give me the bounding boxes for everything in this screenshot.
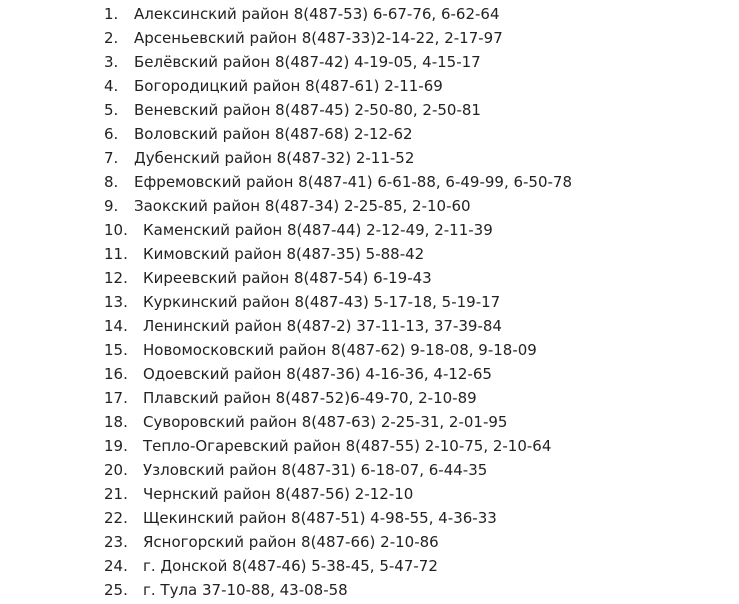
list-item-text: Чернский район 8(487-56) 2-12-10 <box>143 485 414 503</box>
list-item-number: 4. <box>104 77 119 95</box>
list-item-text: Веневский район 8(487-45) 2-50-80, 2-50-81 <box>134 101 481 119</box>
list-item-text: Заокский район 8(487-34) 2-25-85, 2-10-60 <box>134 197 471 215</box>
list-item-number: 11. <box>104 245 128 263</box>
list-item-number: 20. <box>104 461 128 479</box>
list-item-number: 21. <box>104 485 128 503</box>
list-item-number: 2. <box>104 29 119 47</box>
list-item-number: 3. <box>104 53 119 71</box>
list-item-number: 18. <box>104 413 128 431</box>
list-item <box>0 146 739 170</box>
district-phone-list <box>0 2 739 602</box>
list-item <box>0 554 739 578</box>
list-item-text: Арсеньевский район 8(487-33)2-14-22, 2-17-97 <box>134 29 503 47</box>
list-item <box>0 98 739 122</box>
list-item-text: Суворовский район 8(487-63) 2-25-31, 2-01-95 <box>143 413 508 431</box>
list-item-number: 13. <box>104 293 128 311</box>
list-item-number: 8. <box>104 173 119 191</box>
list-item-text: Ясногорский район 8(487-66) 2-10-86 <box>143 533 439 551</box>
list-item <box>0 242 739 266</box>
list-item-text: г. Тула 37-10-88, 43-08-58 <box>143 581 348 599</box>
list-item-number: 25. <box>104 581 128 599</box>
list-item-text: г. Донской 8(487-46) 5-38-45, 5-47-72 <box>143 557 438 575</box>
list-item <box>0 482 739 506</box>
list-item-text: Алексинский район 8(487-53) 6-67-76, 6-62-64 <box>134 5 500 23</box>
list-item-number: 15. <box>104 341 128 359</box>
list-item <box>0 50 739 74</box>
list-item-number: 14. <box>104 317 128 335</box>
list-item-text: Новомосковский район 8(487-62) 9-18-08, 9-18-09 <box>143 341 537 359</box>
list-item <box>0 122 739 146</box>
list-item <box>0 314 739 338</box>
list-item <box>0 266 739 290</box>
list-item-text: Каменский район 8(487-44) 2-12-49, 2-11-39 <box>143 221 493 239</box>
list-item-number: 9. <box>104 197 119 215</box>
list-item <box>0 458 739 482</box>
list-item <box>0 362 739 386</box>
list-item-text: Одоевский район 8(487-36) 4-16-36, 4-12-65 <box>143 365 492 383</box>
list-item-number: 6. <box>104 125 119 143</box>
list-item <box>0 386 739 410</box>
list-item-number: 17. <box>104 389 128 407</box>
list-item-number: 10. <box>104 221 128 239</box>
list-item-number: 23. <box>104 533 128 551</box>
list-item-number: 1. <box>104 5 119 23</box>
list-item-text: Белёвский район 8(487-42) 4-19-05, 4-15-17 <box>134 53 481 71</box>
list-item <box>0 2 739 26</box>
list-item-text: Богородицкий район 8(487-61) 2-11-69 <box>134 77 443 95</box>
list-item <box>0 530 739 554</box>
list-item-number: 22. <box>104 509 128 527</box>
list-item-text: Ефремовский район 8(487-41) 6-61-88, 6-49-99, 6-50-78 <box>134 173 573 191</box>
list-item-number: 7. <box>104 149 119 167</box>
list-item <box>0 194 739 218</box>
list-item <box>0 506 739 530</box>
list-item <box>0 26 739 50</box>
list-item-number: 12. <box>104 269 128 287</box>
list-item-text: Дубенский район 8(487-32) 2-11-52 <box>134 149 415 167</box>
list-item-text: Воловский район 8(487-68) 2-12-62 <box>134 125 413 143</box>
list-item-text: Кимовский район 8(487-35) 5-88-42 <box>143 245 425 263</box>
list-item <box>0 170 739 194</box>
list-item-text: Узловский район 8(487-31) 6-18-07, 6-44-35 <box>143 461 488 479</box>
list-item-text: Щекинский район 8(487-51) 4-98-55, 4-36-33 <box>143 509 497 527</box>
list-item-text: Киреевский район 8(487-54) 6-19-43 <box>143 269 432 287</box>
list-item-number: 24. <box>104 557 128 575</box>
list-item <box>0 74 739 98</box>
list-item-number: 16. <box>104 365 128 383</box>
list-item <box>0 338 739 362</box>
list-item-text: Куркинский район 8(487-43) 5-17-18, 5-19-17 <box>143 293 501 311</box>
list-item <box>0 290 739 314</box>
list-item <box>0 434 739 458</box>
list-item-number: 5. <box>104 101 119 119</box>
list-item <box>0 218 739 242</box>
list-item-number: 19. <box>104 437 128 455</box>
list-item-text: Тепло-Огаревский район 8(487-55) 2-10-75, 2-10-64 <box>143 437 552 455</box>
list-item <box>0 410 739 434</box>
list-item <box>0 578 739 602</box>
list-item-text: Ленинский район 8(487-2) 37-11-13, 37-39-84 <box>143 317 502 335</box>
list-item-text: Плавский район 8(487-52)6-49-70, 2-10-89 <box>143 389 477 407</box>
